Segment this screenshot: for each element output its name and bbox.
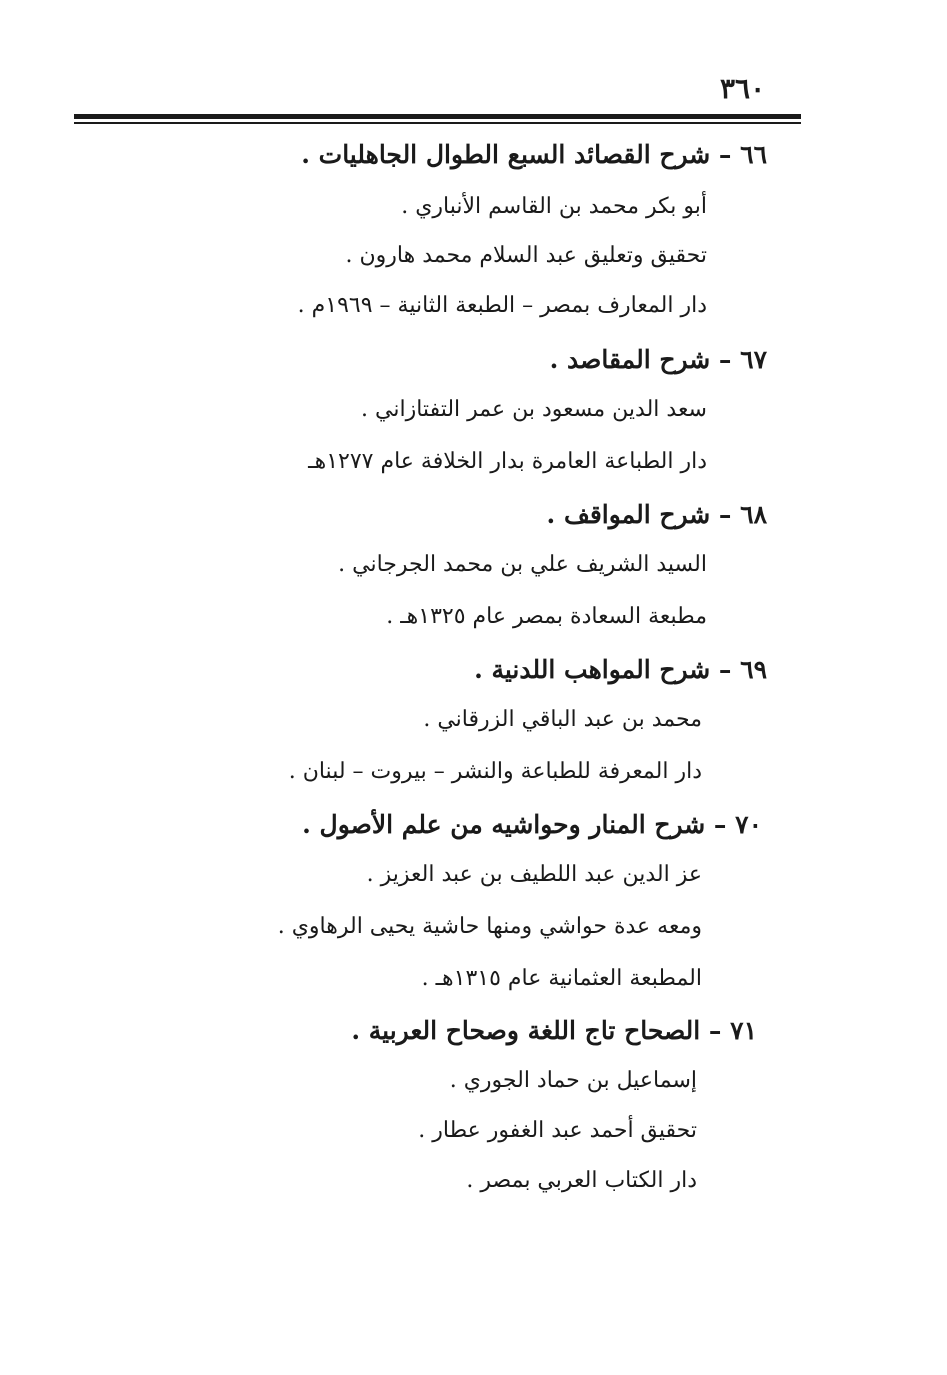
entry-line: محمد بن عبد الباقي الزرقاني . (423, 707, 702, 732)
entry-line: دار المعارف بمصر – الطبعة الثانية – ١٩٦٩م . (297, 293, 707, 318)
entry-line: مطبعة السعادة بمصر عام ١٣٢٥هـ . (386, 604, 707, 629)
entry-line: دار الطباعة العامرة بدار الخلافة عام ١٢٧٧هـ (308, 449, 707, 474)
header-rule-thick (74, 114, 801, 119)
entry-title: ٧٠ – شرح المنار وحواشيه من علم الأصول . (302, 810, 762, 839)
entry-line: المطبعة العثمانية عام ١٣١٥هـ . (421, 966, 702, 991)
entry-line: تحقيق أحمد عبد الغفور عطار . (418, 1118, 697, 1143)
header-rule-thin (74, 122, 801, 124)
entry-title: ٧١ – الصحاح تاج اللغة وصحاح العربية . (351, 1016, 757, 1045)
entry-line: أبو بكر محمد بن القاسم الأنباري . (401, 194, 707, 219)
entry-line: تحقيق وتعليق عبد السلام محمد هارون . (345, 243, 707, 268)
entry-line: إسماعيل بن حماد الجوري . (449, 1068, 697, 1093)
entry-title: ٦٦ – شرح القصائد السبع الطوال الجاهليات . (301, 140, 767, 169)
entry-title: ٦٧ – شرح المقاصد . (549, 345, 767, 374)
entry-line: دار الكتاب العربي بمصر . (466, 1168, 697, 1193)
entry-line: سعد الدين مسعود بن عمر التفتازاني . (361, 397, 707, 422)
entry-title: ٦٨ – شرح المواقف . (546, 500, 767, 529)
entry-title: ٦٩ – شرح المواهب اللدنية . (474, 655, 767, 684)
entry-line: ومعه عدة حواشي ومنها حاشية يحيى الرهاوي . (277, 914, 702, 939)
entry-line: دار المعرفة للطباعة والنشر – بيروت – لبنان . (288, 759, 702, 784)
entry-line: السيد الشريف علي بن محمد الجرجاني . (338, 552, 707, 577)
entry-line: عز الدين عبد اللطيف بن عبد العزيز . (366, 862, 702, 887)
page-number: ٣٦٠ (720, 72, 766, 105)
